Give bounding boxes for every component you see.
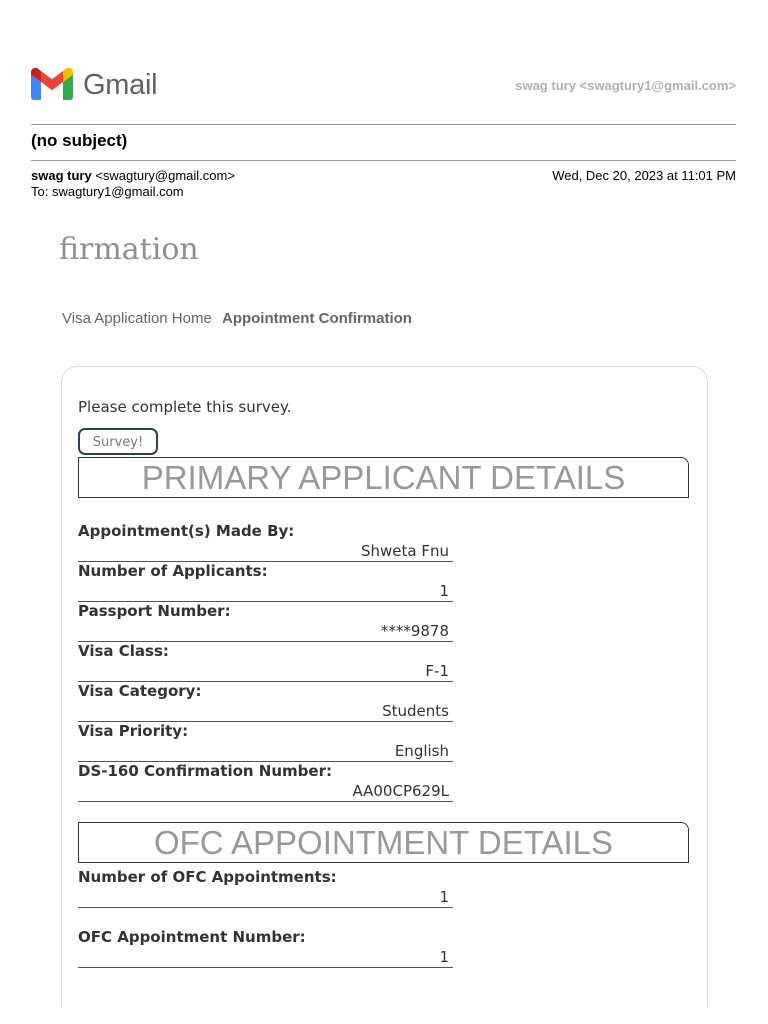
- gmail-brand: Gmail: [83, 69, 158, 101]
- account-label: swag tury <swagtury1@gmail.com>: [515, 78, 736, 93]
- field-label-ofc-appointments: Number of OFC Appointments:: [78, 868, 337, 886]
- survey-prompt: Please complete this survey.: [78, 398, 292, 416]
- field-label-visa-class: Visa Class:: [78, 642, 169, 660]
- field-value-appointment-made-by: Shweta Fnu: [78, 542, 453, 562]
- ofc-appointment-heading: OFC APPOINTMENT DETAILS: [78, 822, 689, 863]
- field-value-ofc-appointments: 1: [78, 888, 453, 908]
- field-value-visa-category: Students: [78, 702, 453, 722]
- field-value-ds160-number: AA00CP629L: [78, 782, 453, 802]
- field-value-visa-priority: English: [78, 742, 453, 762]
- field-label-visa-priority: Visa Priority:: [78, 722, 189, 740]
- sender-name: swag tury: [31, 168, 92, 183]
- page-title: firmation: [59, 232, 199, 267]
- primary-applicant-heading: PRIMARY APPLICANT DETAILS: [78, 457, 689, 498]
- email-to: To: swagtury1@gmail.com: [31, 184, 184, 199]
- field-value-visa-class: F-1: [78, 662, 453, 682]
- email-from: [31, 168, 235, 183]
- field-label-appointment-made-by: Appointment(s) Made By:: [78, 522, 295, 540]
- sender-address: <swagtury@gmail.com>: [95, 168, 235, 183]
- email-date: Wed, Dec 20, 2023 at 11:01 PM: [552, 168, 736, 183]
- field-value-number-of-applicants: 1: [78, 582, 453, 602]
- field-label-ofc-appointment-number: OFC Appointment Number:: [78, 928, 306, 946]
- field-label-passport-number: Passport Number:: [78, 602, 231, 620]
- gmail-logo-icon: [31, 68, 73, 100]
- field-label-ds160-number: DS-160 Confirmation Number:: [78, 762, 332, 780]
- gmail-header: [31, 68, 736, 104]
- subject-divider: [31, 160, 736, 161]
- field-label-number-of-applicants: Number of Applicants:: [78, 562, 268, 580]
- field-label-visa-category: Visa Category:: [78, 682, 202, 700]
- breadcrumb-home[interactable]: Visa Application Home: [62, 310, 212, 327]
- field-value-ofc-appointment-number: 1: [78, 948, 453, 968]
- survey-button[interactable]: Survey!: [78, 428, 158, 455]
- breadcrumb-current: Appointment Confirmation: [221, 310, 412, 327]
- field-value-passport-number: ****9878: [78, 622, 453, 642]
- header-divider: [31, 124, 736, 125]
- email-subject: (no subject): [31, 131, 128, 150]
- breadcrumb: [62, 310, 412, 327]
